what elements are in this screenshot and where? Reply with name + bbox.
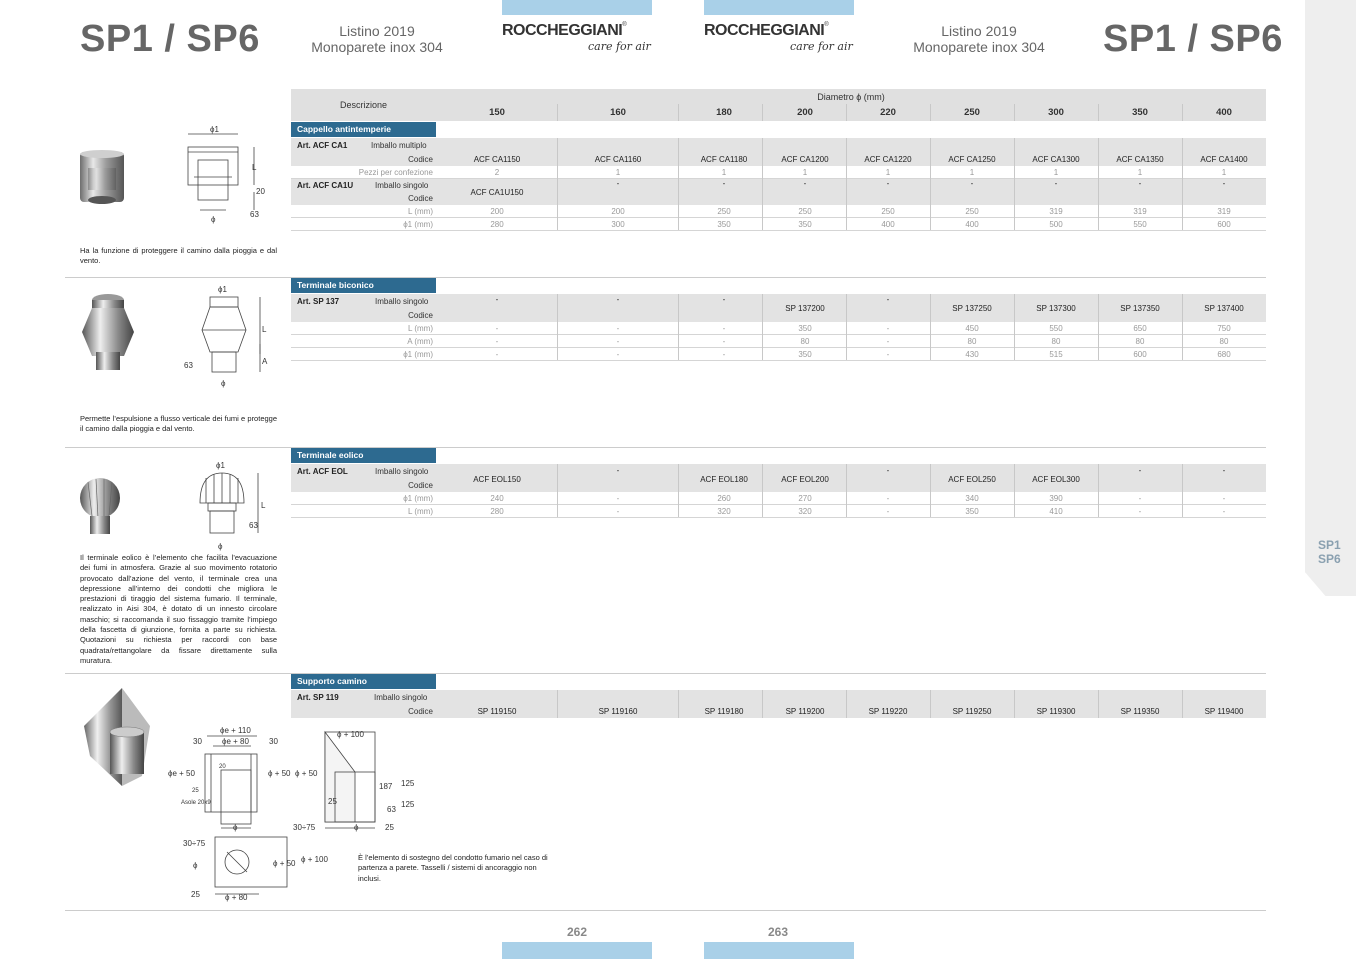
table-cell: 430 xyxy=(965,350,979,359)
description-supporto: È l’elemento di sostegno del condotto fumario nel caso di partenza a parete. Tasselli / sistemi di ancoraggio non inclusi. xyxy=(358,853,548,883)
table-cell: SP 137200 xyxy=(785,304,825,313)
diameter-column-header: 250 xyxy=(964,107,980,118)
drawing-label-30-75: 30÷75 xyxy=(293,823,316,832)
eolico-technical-drawing xyxy=(192,458,277,553)
column-separator xyxy=(762,104,763,121)
table-cell: 270 xyxy=(798,494,812,503)
table-cell: 319 xyxy=(1217,207,1231,216)
table-cell: 1 xyxy=(802,168,808,177)
listino-year: Listino 2019 xyxy=(339,23,415,39)
art-code: Art. ACF CA1U xyxy=(297,181,354,190)
table-cell: 2 xyxy=(494,168,500,177)
table-cell: - xyxy=(722,324,726,333)
table-cell: ACF CA1200 xyxy=(781,155,829,164)
table-cell: 1 xyxy=(1221,168,1227,177)
drawing-label-phi-50: ϕ + 50 xyxy=(273,859,296,868)
table-cell: ACF CA1150 xyxy=(473,155,521,164)
table-cell: ACF CA1160 xyxy=(594,155,642,164)
drawing-label-phi: ϕ xyxy=(233,823,238,832)
table-cell: - xyxy=(1222,507,1226,516)
section-divider xyxy=(65,910,1266,911)
column-separator xyxy=(930,294,931,360)
table-cell: 319 xyxy=(1049,207,1063,216)
table-cell: 300 xyxy=(611,220,625,229)
table-cell: 350 xyxy=(798,220,812,229)
table-cell: 80 xyxy=(1051,337,1061,346)
table-cell: - xyxy=(803,179,807,188)
table-cell: - xyxy=(1222,494,1226,503)
brand-name: ROCCHEGGIANI xyxy=(704,22,825,39)
drawing-label-30: 30 xyxy=(269,737,278,746)
table-cell: - xyxy=(616,179,620,188)
table-cell: - xyxy=(1138,494,1142,503)
drawing-label-phi1: ϕ1 xyxy=(216,461,225,470)
column-separator xyxy=(930,690,931,718)
table-cell: 80 xyxy=(800,337,810,346)
l-label: L (mm) xyxy=(407,324,433,333)
table-cell: ACF CA1U150 xyxy=(470,188,524,197)
table-cell: 550 xyxy=(1133,220,1147,229)
column-separator xyxy=(557,138,558,230)
table-cell: 350 xyxy=(798,350,812,359)
listino-right xyxy=(899,23,1059,55)
drawing-label-20: 20 xyxy=(256,187,265,196)
descrizione-header: Descrizione xyxy=(291,89,436,121)
drawing-label-phi: ϕ xyxy=(221,379,226,388)
page-title-right: SP1 / SP6 xyxy=(1103,18,1283,60)
drawing-label-phi-100: ϕ + 100 xyxy=(301,855,328,864)
drawing-label-phi-50: ϕ + 50 xyxy=(295,769,318,778)
table-cell: 250 xyxy=(717,207,731,216)
table-cell: - xyxy=(886,466,890,475)
column-separator xyxy=(846,464,847,517)
table-cell: 350 xyxy=(965,507,979,516)
table-cell: SP 119400 xyxy=(1204,707,1244,716)
codice-label: Codice xyxy=(408,194,433,203)
column-separator xyxy=(1182,294,1183,360)
table-cell: - xyxy=(722,179,726,188)
table-cell: 550 xyxy=(1049,324,1063,333)
page-title-left: SP1 / SP6 xyxy=(80,18,260,60)
table-cell: SP 119160 xyxy=(598,707,638,716)
column-separator xyxy=(557,294,558,360)
page-number-right: 263 xyxy=(768,925,789,939)
table-cell: 280 xyxy=(490,507,504,516)
column-separator xyxy=(678,104,679,121)
bottom-tab-left xyxy=(502,942,652,959)
column-separator xyxy=(557,464,558,517)
table-cell: 80 xyxy=(1135,337,1145,346)
listino-subtitle: Monoparete inox 304 xyxy=(311,39,443,55)
table-cell: 680 xyxy=(1217,350,1231,359)
drawing-label-phi1: ϕ1 xyxy=(210,125,219,134)
table-cell: 400 xyxy=(881,220,895,229)
table-cell: - xyxy=(495,295,499,304)
table-cell: 80 xyxy=(967,337,977,346)
codice-label: Codice xyxy=(408,155,433,164)
table-cell: 600 xyxy=(1133,350,1147,359)
drawing-label-125: 125 xyxy=(401,800,415,809)
table-cell: - xyxy=(616,324,620,333)
table-cell: - xyxy=(886,494,890,503)
table-cell: 250 xyxy=(965,207,979,216)
table-cell: - xyxy=(1138,507,1142,516)
diameter-column-header: 400 xyxy=(1216,107,1232,118)
brand-logo-right: ROCCHEGGIANI® care for air xyxy=(704,22,853,53)
column-separator xyxy=(557,104,558,121)
table-cell: 750 xyxy=(1217,324,1231,333)
eolico-product-image xyxy=(78,476,123,538)
table-cell: SP 137300 xyxy=(1036,304,1076,313)
table-cell: - xyxy=(495,350,499,359)
table-cell: 350 xyxy=(798,324,812,333)
column-separator xyxy=(1098,464,1099,517)
table-cell: 319 xyxy=(1133,207,1147,216)
column-separator xyxy=(1014,464,1015,517)
brand-logo-left: ROCCHEGGIANI® care for air xyxy=(502,22,651,53)
listino-subtitle: Monoparete inox 304 xyxy=(913,39,1045,55)
column-separator xyxy=(1098,690,1099,718)
l-label: L (mm) xyxy=(407,507,433,516)
column-separator xyxy=(930,104,931,121)
drawing-label-phi: ϕ xyxy=(193,861,198,870)
table-cell: 650 xyxy=(1133,324,1147,333)
drawing-label-63: 63 xyxy=(249,521,258,530)
drawing-label-l: L xyxy=(261,501,266,510)
table-cell: ACF EOL150 xyxy=(473,475,521,484)
table-cell: 320 xyxy=(798,507,812,516)
page-number-left: 262 xyxy=(567,925,588,939)
drawing-label-asole: Asole 20x9 xyxy=(181,800,211,806)
brand-tagline: care for air xyxy=(790,40,853,53)
table-cell: SP 119300 xyxy=(1036,707,1076,716)
table-cell: 515 xyxy=(1049,350,1063,359)
drawing-label-phi: ϕ xyxy=(218,542,223,551)
table-cell: - xyxy=(616,337,620,346)
table-cell: 280 xyxy=(490,220,504,229)
diameter-column-header: 180 xyxy=(716,107,732,118)
table-cell: 320 xyxy=(717,507,731,516)
table-cell: ACF EOL250 xyxy=(948,475,996,484)
table-cell: 1 xyxy=(1137,168,1143,177)
biconico-product-image xyxy=(78,290,138,375)
imballo: Imballo singolo xyxy=(375,297,429,306)
drawing-label-25: 25 xyxy=(191,890,200,899)
column-separator xyxy=(930,138,931,230)
table-cell: 1 xyxy=(1053,168,1059,177)
table-cell: 200 xyxy=(611,207,625,216)
phi1-label: ϕ1 (mm) xyxy=(403,220,433,229)
table-cell: 450 xyxy=(965,324,979,333)
table-cell: ACF CA1300 xyxy=(1032,155,1080,164)
listino-left xyxy=(297,23,457,55)
column-separator xyxy=(846,294,847,360)
table-cell: 410 xyxy=(1049,507,1063,516)
table-cell: - xyxy=(616,350,620,359)
table-cell: - xyxy=(1222,466,1226,475)
table-cell: - xyxy=(616,494,620,503)
column-separator xyxy=(1098,294,1099,360)
drawing-label-phie-50: ϕe + 50 xyxy=(168,769,195,778)
section-divider xyxy=(65,277,1266,278)
table-cell: SP 119150 xyxy=(477,707,517,716)
column-separator xyxy=(1098,104,1099,121)
diameter-column-header: 350 xyxy=(1132,107,1148,118)
table-cell: 1 xyxy=(885,168,891,177)
section-divider xyxy=(65,673,1266,674)
table-cell: ACF EOL200 xyxy=(781,475,829,484)
side-tab-label xyxy=(1318,538,1341,566)
table-cell: - xyxy=(886,507,890,516)
diametro-label: Diametro ϕ (mm) xyxy=(817,92,885,102)
drawing-label-63: 63 xyxy=(387,805,396,814)
column-separator xyxy=(1014,104,1015,121)
phi1-label: ϕ1 (mm) xyxy=(403,494,433,503)
table-cell: - xyxy=(722,295,726,304)
column-separator xyxy=(557,690,558,718)
diameter-column-header: 220 xyxy=(880,107,896,118)
section-divider xyxy=(65,447,1266,448)
drawing-label-phi1: ϕ1 xyxy=(218,285,227,294)
table-cell: - xyxy=(495,337,499,346)
drawing-label-63: 63 xyxy=(250,210,259,219)
imballo: Imballo singolo xyxy=(375,467,429,476)
art-code: Art. SP 137 xyxy=(297,297,340,306)
table-cell: 600 xyxy=(1217,220,1231,229)
table-cell: SP 119350 xyxy=(1120,707,1160,716)
section-title-eolico: Terminale eolico xyxy=(291,448,436,463)
drawing-label-phi: ϕ xyxy=(211,215,216,224)
drawing-label-30: 30 xyxy=(193,737,202,746)
drawing-label-30-75: 30÷75 xyxy=(183,839,206,848)
column-separator xyxy=(1182,690,1183,718)
brand-name: ROCCHEGGIANI xyxy=(502,22,623,39)
table-cell: - xyxy=(1222,179,1226,188)
drawing-label-25: 25 xyxy=(328,797,337,806)
table-cell: SP 119220 xyxy=(868,707,908,716)
table-cell: - xyxy=(616,507,620,516)
drawing-label-phi-110: ϕe + 110 xyxy=(220,726,251,735)
phi1-label: ϕ1 (mm) xyxy=(403,350,433,359)
drawing-label-phi: ϕ xyxy=(354,823,359,832)
table-cell: - xyxy=(722,337,726,346)
column-separator xyxy=(1014,690,1015,718)
table-cell: 260 xyxy=(717,494,731,503)
drawing-label-l: L xyxy=(262,325,267,334)
section-title-supporto: Supporto camino xyxy=(291,674,436,689)
art-code: Art. SP 119 xyxy=(297,693,339,702)
column-separator xyxy=(1182,138,1183,230)
table-cell: 250 xyxy=(798,207,812,216)
table-cell: ACF EOL300 xyxy=(1032,475,1080,484)
table-cell: ACF CA1250 xyxy=(948,155,996,164)
imballo: Imballo singolo xyxy=(374,693,428,702)
table-cell: SP 137250 xyxy=(952,304,992,313)
column-separator xyxy=(846,690,847,718)
table-cell: ACF CA1180 xyxy=(700,155,748,164)
drawing-label-a: A xyxy=(262,357,268,366)
drawing-label-phi-50: ϕ + 50 xyxy=(268,769,291,778)
column-separator xyxy=(1182,104,1183,121)
table-cell: 390 xyxy=(1049,494,1063,503)
table-cell: - xyxy=(970,179,974,188)
description-biconico: Permette l’espulsione a flusso verticale dei fumi e protegge il camino dalla pioggia e dal vento. xyxy=(80,414,277,434)
table-cell: 400 xyxy=(965,220,979,229)
side-tab-line1: SP1 xyxy=(1318,538,1341,552)
side-tab-line2: SP6 xyxy=(1318,552,1341,566)
table-cell: ACF CA1350 xyxy=(1116,155,1164,164)
table-cell: SP 137350 xyxy=(1120,304,1160,313)
column-separator xyxy=(1014,138,1015,230)
drawing-label-25: 25 xyxy=(192,788,199,794)
table-cell: SP 119200 xyxy=(785,707,825,716)
top-tab-right xyxy=(704,0,854,15)
art-code: Art. ACF CA1 xyxy=(297,141,348,150)
bottom-tab-right xyxy=(704,942,854,959)
supporto-product-image xyxy=(80,686,165,796)
diameter-column-header: 150 xyxy=(489,107,505,118)
column-separator xyxy=(930,464,931,517)
biconico-technical-drawing xyxy=(180,282,275,392)
table-cell: 340 xyxy=(965,494,979,503)
art-code: Art. ACF EOL xyxy=(297,467,348,476)
drawing-label-20: 20 xyxy=(219,764,226,770)
diameter-column-header: 160 xyxy=(610,107,626,118)
table-cell: - xyxy=(1054,179,1058,188)
diameter-column-header: 300 xyxy=(1048,107,1064,118)
table-cell: 500 xyxy=(1049,220,1063,229)
column-separator xyxy=(678,138,679,230)
imballo: Imballo multiplo xyxy=(371,141,427,150)
table-cell: - xyxy=(495,324,499,333)
drawing-label-phi-100: ϕ + 100 xyxy=(337,730,364,739)
codice-label: Codice xyxy=(408,311,433,320)
drawing-label-l: L xyxy=(252,163,257,172)
pezzi-label: Pezzi per confezione xyxy=(358,168,433,177)
table-cell: SP 137400 xyxy=(1204,304,1244,313)
column-separator xyxy=(1014,294,1015,360)
drawing-label-phi-80: ϕe + 80 xyxy=(222,737,249,746)
table-cell: ACF EOL180 xyxy=(700,475,748,484)
supporto-technical-drawing xyxy=(165,722,420,907)
listino-year: Listino 2019 xyxy=(941,23,1017,39)
column-separator xyxy=(1182,464,1183,517)
table-cell: 1 xyxy=(721,168,727,177)
table-cell: 200 xyxy=(490,207,504,216)
table-cell: ACF CA1400 xyxy=(1200,155,1248,164)
drawing-label-25: 25 xyxy=(385,823,394,832)
section-title-biconico: Terminale biconico xyxy=(291,278,436,293)
drawing-label-63: 63 xyxy=(184,361,193,370)
table-cell: - xyxy=(1138,179,1142,188)
codice-label: Codice xyxy=(408,707,433,716)
imballo: Imballo singolo xyxy=(375,181,429,190)
column-separator xyxy=(1098,138,1099,230)
table-cell: - xyxy=(886,179,890,188)
a-label: A (mm) xyxy=(407,337,433,346)
cappello-technical-drawing xyxy=(180,122,270,227)
l-label: L (mm) xyxy=(407,207,433,216)
table-cell: - xyxy=(886,324,890,333)
table-cell: - xyxy=(1138,466,1142,475)
column-separator xyxy=(846,104,847,121)
table-cell: ACF CA1220 xyxy=(864,155,912,164)
table-cell: SP 119250 xyxy=(952,707,992,716)
table-cell: 80 xyxy=(1219,337,1229,346)
table-cell: 1 xyxy=(969,168,975,177)
table-cell: 240 xyxy=(490,494,504,503)
description-cappello: Ha la funzione di proteggere il camino dalla pioggia e dal vento. xyxy=(80,246,277,266)
brand-tagline: care for air xyxy=(588,40,651,53)
column-separator xyxy=(846,138,847,230)
table-cell: - xyxy=(616,295,620,304)
table-cell: 250 xyxy=(881,207,895,216)
cappello-product-image xyxy=(78,148,128,208)
codice-label: Codice xyxy=(408,481,433,490)
drawing-label-phi-80: ϕ + 80 xyxy=(225,893,248,902)
column-separator xyxy=(678,464,679,517)
table-cell: 1 xyxy=(615,168,621,177)
table-cell: - xyxy=(616,466,620,475)
table-cell: - xyxy=(722,350,726,359)
table-cell: - xyxy=(886,350,890,359)
column-separator xyxy=(678,690,679,718)
side-tab xyxy=(1305,0,1356,596)
description-eolico: Il terminale eolico è l’elemento che facilita l’evacuazione dei fumi in atmosfera. Grazie al suo movimento rotatorio provocato dall’azione del vento, il terminale crea una depressione all’interno dei condotti che migliora le prestazioni di tiraggio del sistema fumario. Il terminale, realizzato in Aisi 304, è dotato di un innesto circolare maschio; si raccomanda il suo fissaggio tramite l’impiego della fascetta di giunzione, fornita a parte su richiesta. Quotazioni su richiesta per raccordi con base quadrata/rettangolare da fissare direttamente sulla muratura. xyxy=(80,553,277,665)
table-cell: - xyxy=(886,295,890,304)
diameter-column-header: 200 xyxy=(797,107,813,118)
section-title-cappello: Cappello antintemperie xyxy=(291,122,436,137)
column-separator xyxy=(678,294,679,360)
table-cell: SP 119180 xyxy=(704,707,744,716)
drawing-label-125: 125 xyxy=(401,779,415,788)
drawing-label-187: 187 xyxy=(379,782,393,791)
table-cell: 350 xyxy=(717,220,731,229)
table-cell: - xyxy=(886,337,890,346)
top-tab-left xyxy=(502,0,652,15)
